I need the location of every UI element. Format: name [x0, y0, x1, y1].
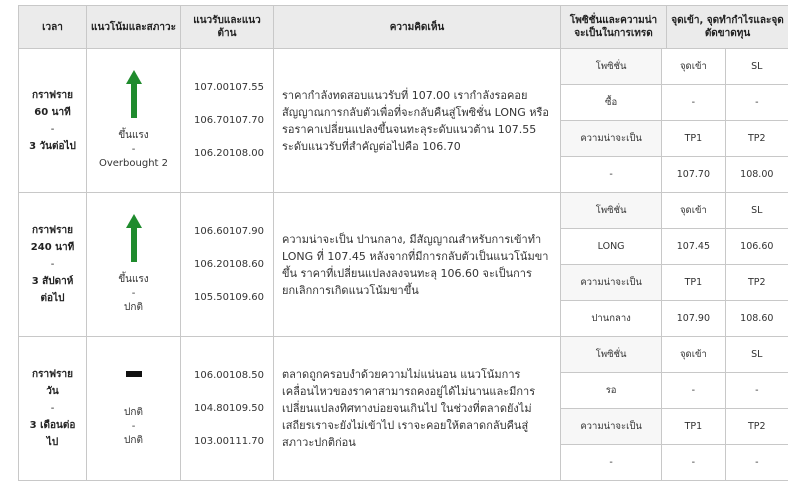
header-entry: จุดเข้า, จุดทำกำไรและจุดตัดขาดทุน: [667, 6, 788, 49]
comment-cell: ความน่าจะเป็น ปานกลาง, มีสัญญาณสำหรับการเข้าทำ LONG ที่ 107.45 หลังจากที่มีการกลับตัวเป็นแนวโน้มขาขึ้น ราคาที่เปลี่ยนแปลงลงจนทะลุ 106.60 จะเป็นการยกเลิกการเกิดแนวโน้มขาขึ้น: [274, 193, 561, 337]
support-value: 106.20: [194, 148, 229, 159]
forecast-table: [18, 5, 788, 481]
tp1-value: 107.90: [662, 301, 725, 337]
entry-value: 107.45: [662, 229, 725, 265]
timeframe-line: 60 นาที: [34, 106, 71, 118]
header-row: [19, 6, 788, 49]
timeframe-line: -: [50, 259, 55, 270]
timeframe-line: -: [50, 403, 55, 414]
support-value: 103.00: [194, 436, 229, 447]
tp2-value: 108.60: [740, 313, 774, 324]
tp1-header: TP1: [662, 409, 725, 445]
support-value: 106.60: [194, 226, 229, 237]
timeframe-line: 3 วันต่อไป: [29, 140, 76, 152]
position-table: [561, 49, 788, 192]
header-time: เวลา: [19, 6, 87, 49]
header-comment: ความคิดเห็น: [274, 6, 561, 49]
trend-label: -: [131, 288, 136, 299]
arrow-up-icon: [126, 214, 142, 262]
timeframe-cell: [19, 193, 87, 337]
levels-cell: [181, 193, 274, 337]
support-value: 104.80: [194, 403, 229, 414]
comment-cell: ตลาดถูกครอบงำด้วยความไม่แน่นอน แนวโน้มการเคลื่อนไหวของราคาสามารถคงอยู่ได้ไม่นานและมีการเปลี่ยนแปลงทิศทางบ่อยจนเกินไป ในช่วงที่ตลาดยังไม่เสถียรเราจะยังไม่เข้าไป เราจะคอยให้ตลาดกลับคืนสู่สภาวะปกติก่อน: [274, 337, 561, 481]
trend-label: ปกติ: [124, 407, 143, 418]
support-value: 106.00: [194, 370, 229, 381]
sl-header: SL: [725, 49, 788, 85]
probability-value: ปานกลาง: [561, 301, 662, 337]
resistance-value: 107.90: [229, 226, 264, 237]
tp1-header: TP1: [662, 121, 725, 157]
header-position: โพซิชั่นและความน่าจะเป็นในการเทรด: [561, 6, 667, 49]
table-row: [19, 193, 788, 337]
sl-header: SL: [725, 337, 788, 373]
position-cell: [561, 193, 788, 337]
position-value: LONG: [561, 229, 662, 265]
support-value: 106.20: [194, 259, 229, 270]
header-trend: แนวโน้มและสภาวะ: [87, 6, 181, 49]
tp2-value: 108.00: [740, 169, 774, 180]
resistance-value: 109.60: [229, 292, 264, 303]
trend-label: ปกติ: [124, 435, 143, 446]
sl-value: -: [725, 373, 788, 409]
tp2-value: -: [755, 457, 759, 468]
resistance-value: 108.50: [229, 370, 264, 381]
entry-header: จุดเข้า: [662, 337, 725, 373]
position-cell: [561, 337, 788, 481]
levels-cell: [181, 337, 274, 481]
resistance-value: 107.55: [229, 82, 264, 93]
probability-header: ความน่าจะเป็น: [561, 121, 662, 157]
tp2-header: TP2: [725, 409, 788, 445]
probability-value: -: [561, 445, 662, 481]
resistance-value: 107.70: [229, 115, 264, 126]
position-cell: [561, 49, 788, 193]
trend-label: ปกติ: [124, 302, 143, 313]
trend-cell: [87, 337, 181, 481]
support-value: 107.00: [194, 82, 229, 93]
timeframe-line: ไป: [46, 437, 59, 448]
trend-label: -: [131, 421, 136, 432]
timeframe-line: 3 สัปดาห์: [31, 276, 74, 287]
tp1-value: 107.70: [662, 157, 725, 193]
tp2-header: TP2: [725, 265, 788, 301]
timeframe-line: 240 นาที: [30, 242, 75, 253]
trend-label: -: [131, 144, 136, 155]
dash-icon: [126, 371, 142, 377]
resistance-value: 111.70: [229, 436, 264, 447]
arrow-up-icon: [126, 70, 142, 118]
position-table: [561, 193, 788, 336]
resistance-value: 108.00: [229, 148, 264, 159]
header-levels: แนวรับและแนวต้าน: [181, 6, 274, 49]
position-value: ซื้อ: [561, 85, 662, 121]
tp1-header: TP1: [662, 265, 725, 301]
probability-header: ความน่าจะเป็น: [561, 409, 662, 445]
tp2-header: TP2: [725, 121, 788, 157]
trend-label: ขึ้นแรง: [118, 274, 149, 285]
timeframe-line: กราฟราย: [32, 89, 73, 101]
trend-label: Overbought 2: [98, 158, 168, 169]
entry-header: จุดเข้า: [662, 49, 725, 85]
trend-cell: [87, 49, 181, 193]
entry-value: -: [662, 85, 725, 121]
sl-header: SL: [725, 193, 788, 229]
support-value: 106.70: [194, 115, 229, 126]
timeframe-line: -: [50, 123, 55, 135]
comment-cell: ราคากำลังทดสอบแนวรับที่ 107.00 เรากำลังรอคอยสัญญาณการกลับตัวเพื่อที่จะกลับคืนสู่โพซิชั่น LONG หรือรอราคาเปลี่ยนแปลงขึ้นจนทะลุระดับแนวต้าน 107.55 ระดับแนวรับที่สำคัญต่อไปคือ 106.70: [274, 49, 561, 193]
support-value: 105.50: [194, 292, 229, 303]
timeframe-line: กราฟราย: [32, 369, 73, 380]
sl-value: 106.60: [725, 229, 788, 265]
trend-label: ขึ้นแรง: [118, 130, 149, 141]
position-table: [561, 337, 788, 480]
entry-value: -: [662, 373, 725, 409]
forecast-table-container: [18, 5, 784, 481]
probability-value: -: [561, 157, 662, 193]
resistance-value: 109.50: [229, 403, 264, 414]
timeframe-line: กราฟราย: [32, 225, 73, 236]
position-header: โพซิชั่น: [561, 49, 662, 85]
trend-cell: [87, 193, 181, 337]
timeframe-line: 3 เดือนต่อ: [29, 420, 76, 431]
timeframe-cell: [19, 337, 87, 481]
table-row: [19, 337, 788, 481]
levels-cell: [181, 49, 274, 193]
timeframe-line: วัน: [46, 386, 59, 397]
probability-header: ความน่าจะเป็น: [561, 265, 662, 301]
resistance-value: 108.60: [229, 259, 264, 270]
table-row: [19, 49, 788, 193]
entry-header: จุดเข้า: [662, 193, 725, 229]
timeframe-cell: [19, 49, 87, 193]
tp1-value: -: [662, 445, 725, 481]
timeframe-line: ต่อไป: [40, 293, 65, 304]
position-header: โพซิชั่น: [561, 337, 662, 373]
position-header: โพซิชั่น: [561, 193, 662, 229]
position-value: รอ: [561, 373, 662, 409]
sl-value: -: [725, 85, 788, 121]
